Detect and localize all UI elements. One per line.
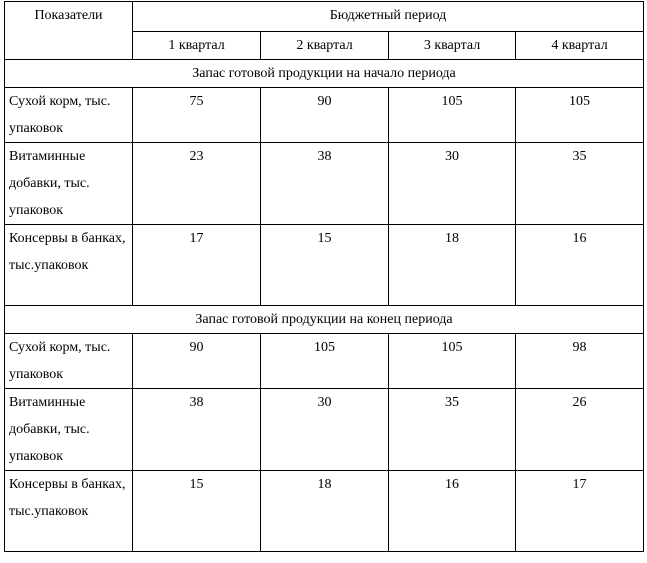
cell-value: 38	[133, 389, 261, 471]
table-row	[5, 471, 644, 552]
cell-value: 98	[516, 334, 644, 389]
cell-value: 35	[389, 389, 516, 471]
header-quarter-3: 3 квартал	[389, 32, 516, 60]
row-label: Витаминные добавки, тыс. упаковок	[5, 389, 133, 471]
cell-value: 90	[261, 88, 389, 143]
header-row-1	[5, 2, 644, 32]
cell-value: 105	[516, 88, 644, 143]
section-title-end: Запас готовой продукции на конец периода	[5, 306, 644, 334]
header-indicators: Показатели	[5, 2, 133, 60]
cell-value: 17	[516, 471, 644, 552]
section-title-start: Запас готовой продукции на начало периода	[5, 60, 644, 88]
cell-value: 18	[261, 471, 389, 552]
cell-value: 18	[389, 225, 516, 306]
row-label: Витаминные добавки, тыс. упаковок	[5, 143, 133, 225]
table-row	[5, 88, 644, 143]
cell-value: 90	[133, 334, 261, 389]
table-row	[5, 225, 644, 306]
cell-value: 15	[133, 471, 261, 552]
header-quarter-1: 1 квартал	[133, 32, 261, 60]
row-label: Консервы в банках, тыс.упаковок	[5, 471, 133, 552]
cell-value: 30	[389, 143, 516, 225]
cell-value: 26	[516, 389, 644, 471]
cell-value: 75	[133, 88, 261, 143]
header-budget-period: Бюджетный период	[133, 2, 644, 32]
budget-inventory-table	[4, 1, 644, 552]
table-row	[5, 143, 644, 225]
cell-value: 30	[261, 389, 389, 471]
cell-value: 16	[516, 225, 644, 306]
header-quarter-2: 2 квартал	[261, 32, 389, 60]
header-quarter-4: 4 квартал	[516, 32, 644, 60]
row-label: Сухой корм, тыс. упаковок	[5, 88, 133, 143]
table-row	[5, 389, 644, 471]
cell-value: 16	[389, 471, 516, 552]
cell-value: 15	[261, 225, 389, 306]
cell-value: 38	[261, 143, 389, 225]
table-row	[5, 334, 644, 389]
cell-value: 23	[133, 143, 261, 225]
row-label: Сухой корм, тыс. упаковок	[5, 334, 133, 389]
cell-value: 17	[133, 225, 261, 306]
cell-value: 105	[389, 88, 516, 143]
section-title-row	[5, 60, 644, 88]
cell-value: 105	[389, 334, 516, 389]
cell-value: 35	[516, 143, 644, 225]
section-title-row	[5, 306, 644, 334]
cell-value: 105	[261, 334, 389, 389]
row-label: Консервы в банках, тыс.упаковок	[5, 225, 133, 306]
